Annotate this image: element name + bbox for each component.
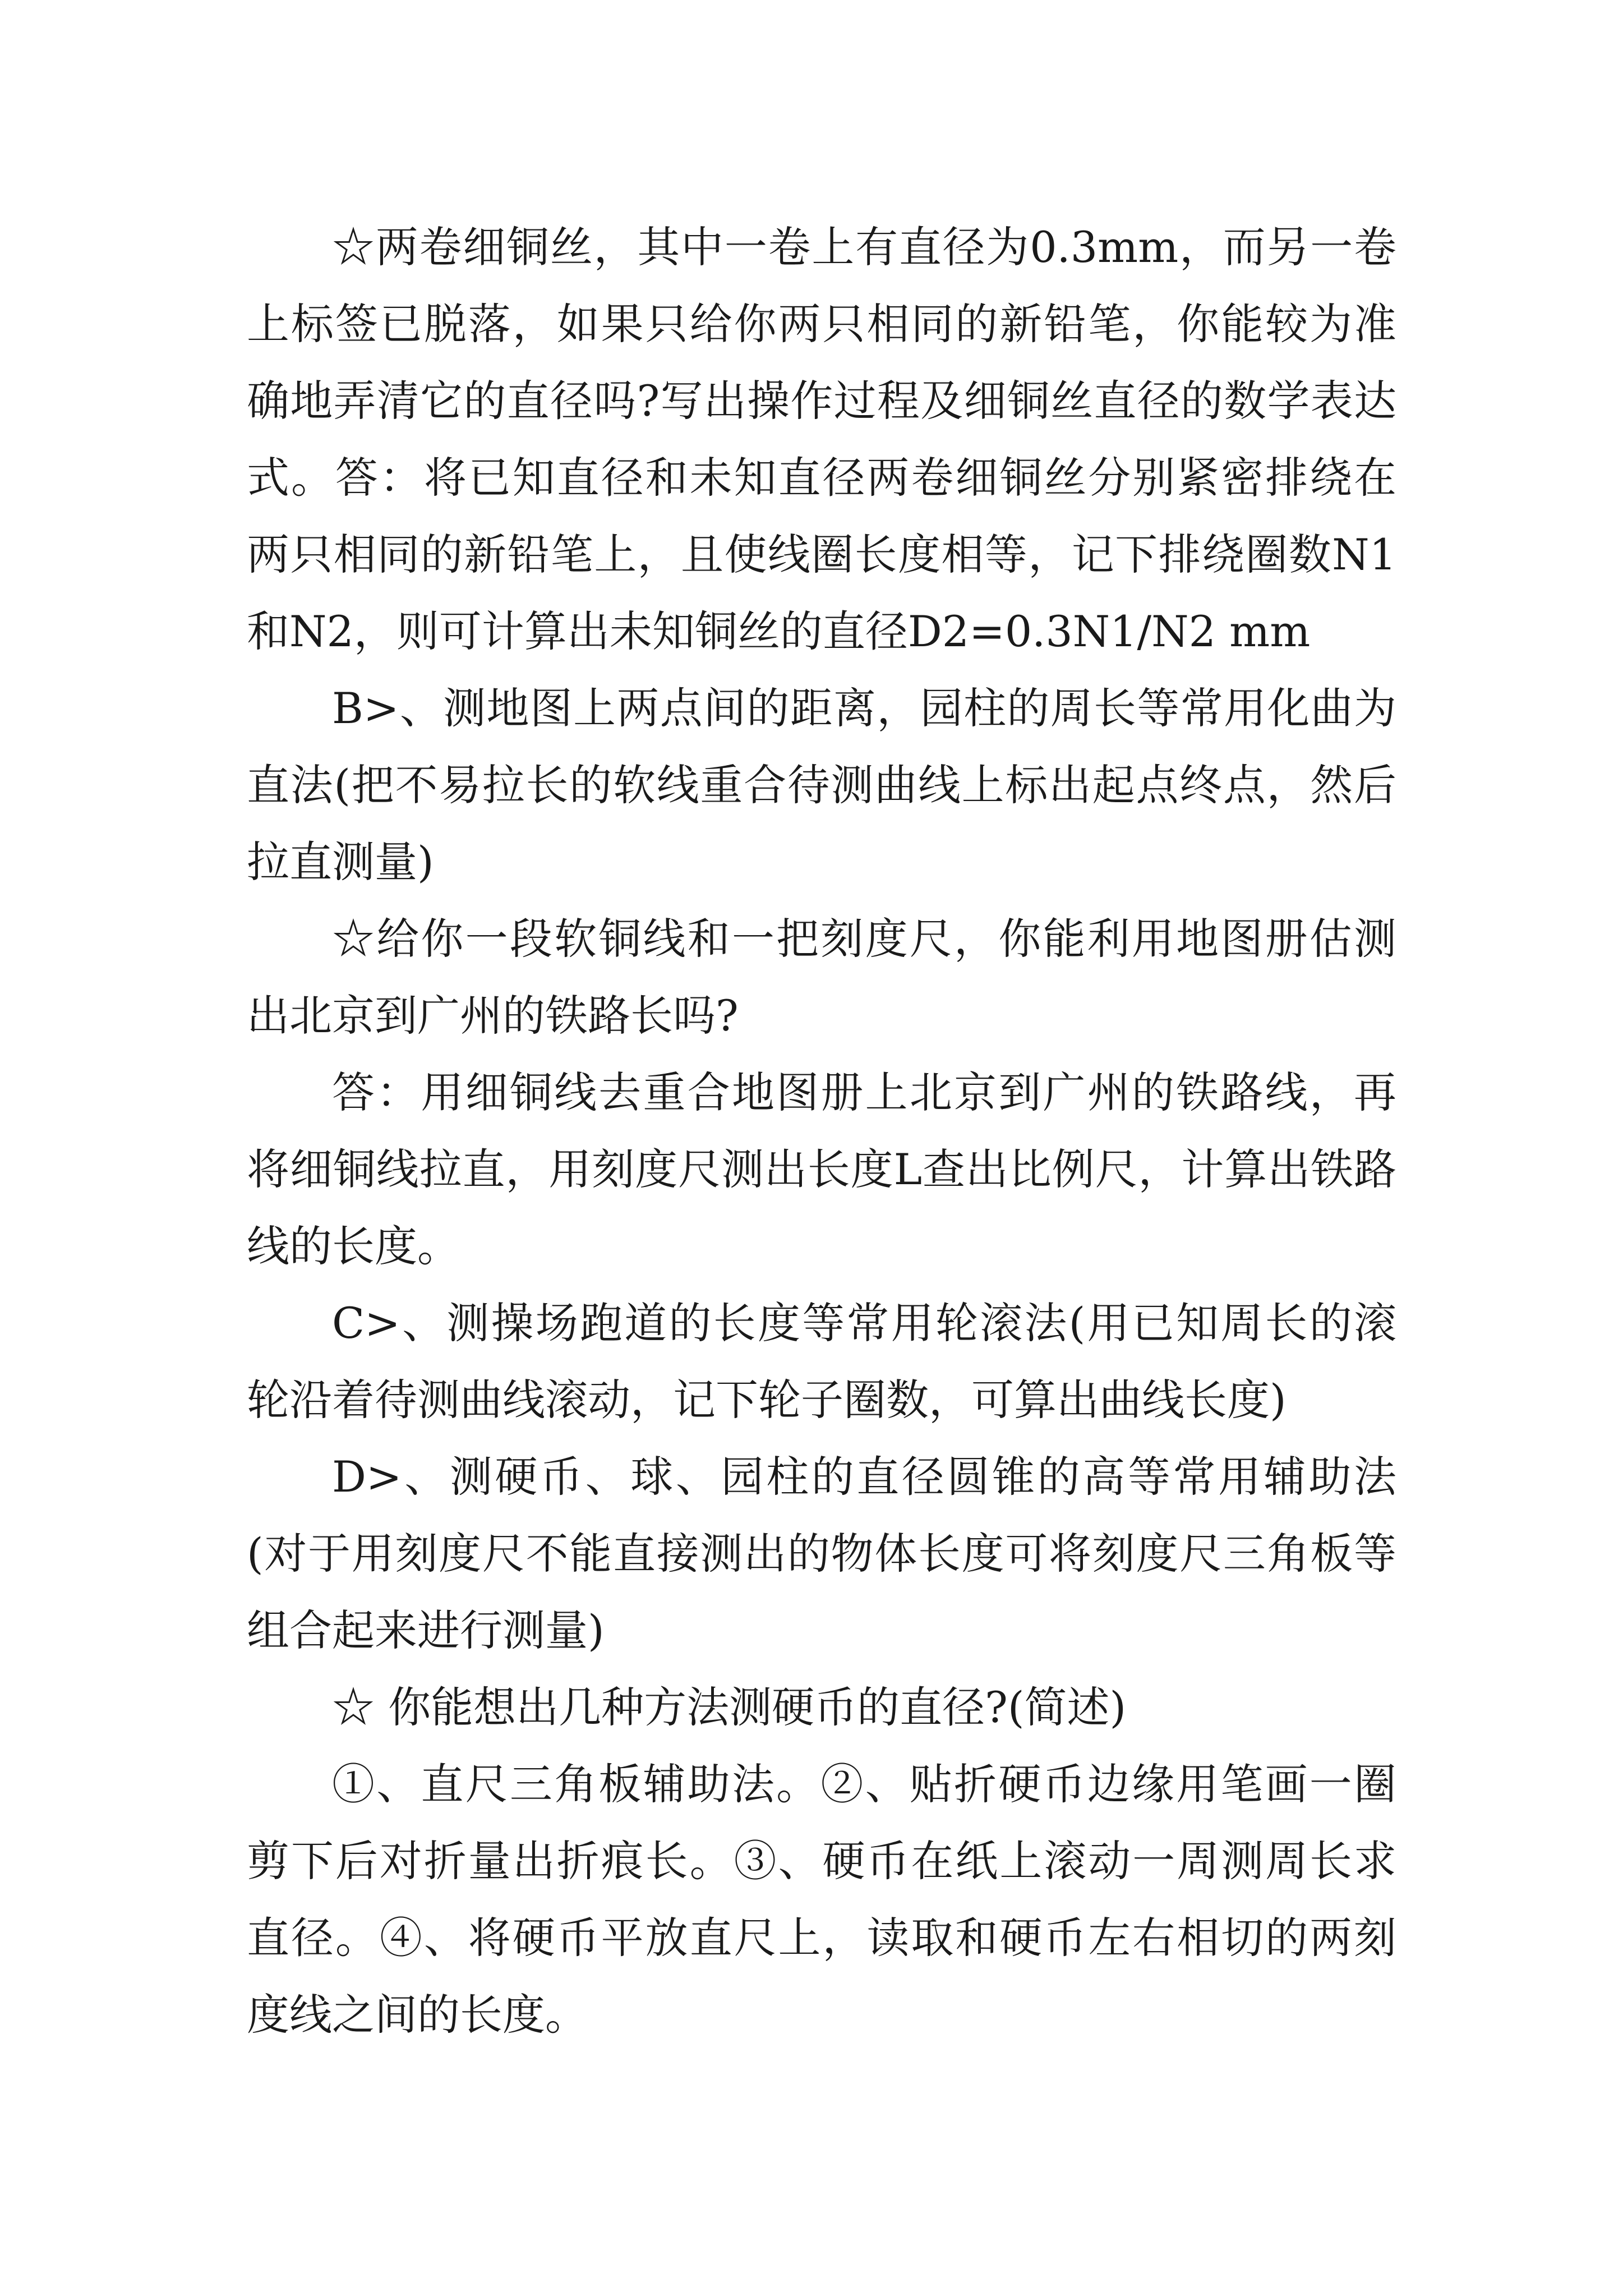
paragraph-coin-diameter-question: ☆ 你能想出几种方法测硬币的直径?(简述) [332,1682,1127,1732]
paragraph-railway-answer: 答：用细铜线去重合地图册上北京到广州的铁路线，再将细铜线拉直，用刻度尺测出长度L查出比例尺，计算出铁路线的长度。 [247,1068,1396,1271]
paragraph-copper-wire-question: ☆两卷细铜丝，其中一卷上有直径为0.3mm，而另一卷上标签已脱落，如果只给你两只相同的新铅笔，你能较为准确地弄清它的直径吗?写出操作过程及细铜丝直径的数学表达式。答：将已知直径和未知直径两卷细铜丝分别紧密排绕在两只相同的新铅笔上，且使线圈长度相等，记下排绕圈数N1和N2，则可计算出未知铜丝的直径D2=0.3N1/N2 mm [247,222,1396,656]
paragraph-auxiliary-method: D>、测硬币、球、园柱的直径圆锥的高等常用辅助法(对于用刻度尺不能直接测出的物体长度可将刻度尺三角板等组合起来进行测量) [247,1452,1396,1655]
paragraph-curve-straightening-method: B>、测地图上两点间的距离，园柱的周长等常用化曲为直法(把不易拉长的软线重合待测曲线上标出起点终点，然后拉直测量) [247,683,1396,887]
paragraph-railway-question: ☆给你一段软铜线和一把刻度尺，你能利用地图册估测出北京到广州的铁路长吗? [247,914,1396,1041]
document-body [247,209,1396,2053]
paragraph-coin-diameter-answer: ①、直尺三角板辅助法。②、贴折硬币边缘用笔画一圈剪下后对折量出折痕长。③、硬币在纸上滚动一周测周长求直径。④、将硬币平放直尺上，读取和硬币左右相切的两刻度线之间的长度。 [247,1759,1396,2040]
paragraph-wheel-rolling-method: C>、测操场跑道的长度等常用轮滚法(用已知周长的滚轮沿着待测曲线滚动，记下轮子圈数，可算出曲线长度) [247,1298,1396,1425]
